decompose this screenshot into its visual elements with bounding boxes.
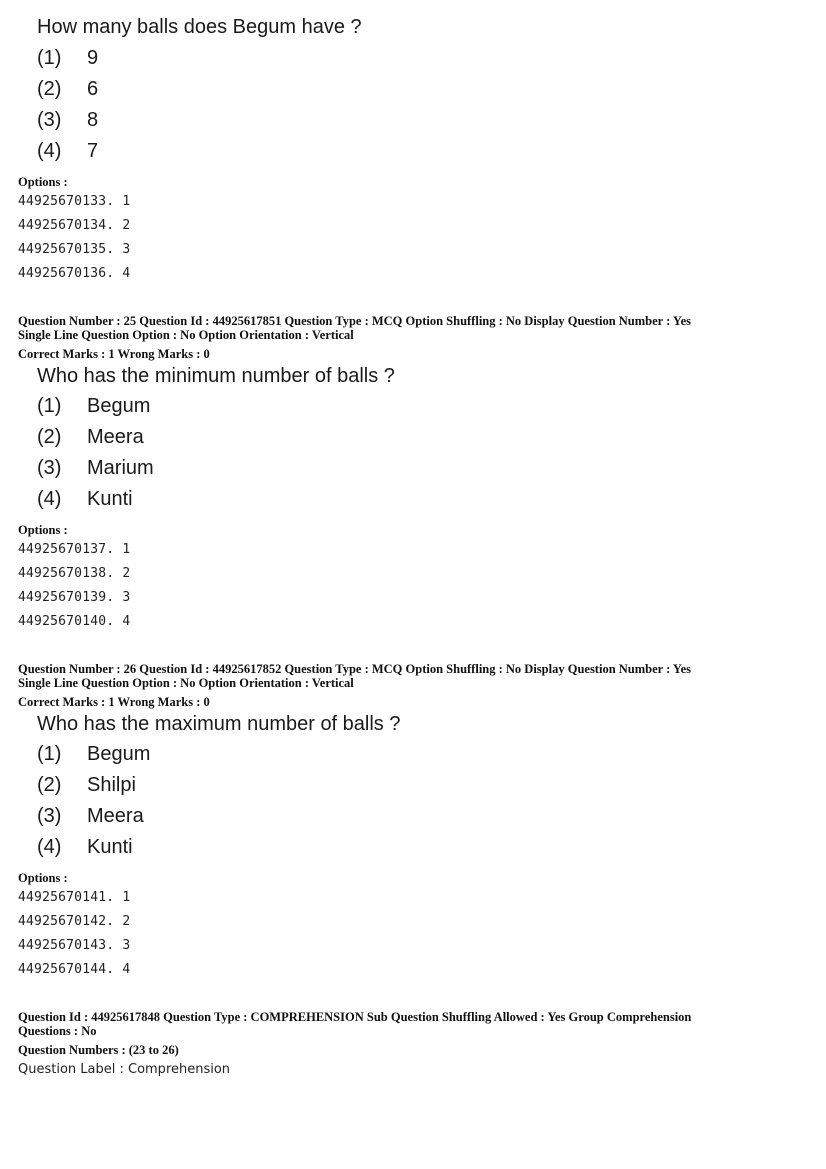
comprehension-meta-line: Questions : No <box>18 1024 97 1038</box>
option-text: Marium <box>87 457 154 479</box>
option-text: Kunti <box>87 836 133 858</box>
option-text: Meera <box>87 805 144 827</box>
option-number: (3) <box>37 457 62 479</box>
option-id: 44925670142. 2 <box>18 914 131 929</box>
option-text: Begum <box>87 395 151 417</box>
option-number: (1) <box>37 395 62 417</box>
option-3 <box>37 109 98 132</box>
option-text: Begum <box>87 743 151 765</box>
comprehension-meta-line: Question Id : 44925617848 Question Type : COMPREHENSION Sub Question Shuffling Allowed : Yes Group Comprehension <box>18 1010 692 1024</box>
option-number: (4) <box>37 140 62 162</box>
question-text: How many balls does Begum have ? <box>37 16 362 38</box>
question-meta <box>18 314 808 342</box>
option-id: 44925670144. 4 <box>18 962 131 977</box>
question-numbers: Question Numbers : (23 to 26) <box>18 1043 179 1057</box>
option-2 <box>37 774 136 797</box>
option-number: (3) <box>37 109 62 131</box>
option-id: 44925670141. 1 <box>18 890 131 905</box>
option-3 <box>37 457 154 480</box>
option-1 <box>37 47 98 70</box>
option-4 <box>37 488 133 511</box>
option-number: (2) <box>37 774 62 796</box>
option-text: 9 <box>87 47 99 69</box>
option-4 <box>37 836 133 859</box>
option-4 <box>37 140 98 163</box>
option-2 <box>37 426 144 449</box>
question-label: Question Label : Comprehension <box>18 1062 231 1077</box>
question-text: Who has the minimum number of balls ? <box>37 365 395 387</box>
option-text: Shilpi <box>87 774 136 796</box>
option-id: 44925670137. 1 <box>18 542 131 557</box>
option-number: (1) <box>37 47 62 69</box>
question-meta <box>18 662 808 690</box>
option-number: (3) <box>37 805 62 827</box>
comprehension-meta <box>18 1010 808 1038</box>
question-meta-line: Single Line Question Option : No Option Orientation : Vertical <box>18 328 354 342</box>
option-id: 44925670138. 2 <box>18 566 131 581</box>
option-number: (4) <box>37 488 62 510</box>
options-label: Options : <box>18 523 68 537</box>
option-text: Kunti <box>87 488 133 510</box>
option-3 <box>37 805 144 828</box>
question-text: Who has the maximum number of balls ? <box>37 713 401 735</box>
options-label: Options : <box>18 175 68 189</box>
option-id: 44925670134. 2 <box>18 218 131 233</box>
option-id: 44925670143. 3 <box>18 938 131 953</box>
option-id: 44925670140. 4 <box>18 614 131 629</box>
option-text: 8 <box>87 109 99 131</box>
marks-info: Correct Marks : 1 Wrong Marks : 0 <box>18 695 210 709</box>
option-number: (4) <box>37 836 62 858</box>
options-label: Options : <box>18 871 68 885</box>
question-meta-line: Single Line Question Option : No Option Orientation : Vertical <box>18 676 354 690</box>
option-number: (2) <box>37 78 62 100</box>
option-1 <box>37 743 150 766</box>
option-text: 6 <box>87 78 99 100</box>
option-2 <box>37 78 98 101</box>
option-id: 44925670135. 3 <box>18 242 131 257</box>
option-id: 44925670136. 4 <box>18 266 131 281</box>
option-1 <box>37 395 150 418</box>
option-text: 7 <box>87 140 99 162</box>
option-number: (1) <box>37 743 62 765</box>
question-meta-line: Question Number : 25 Question Id : 44925617851 Question Type : MCQ Option Shuffling : No Display Question Number : Yes <box>18 314 691 328</box>
marks-info: Correct Marks : 1 Wrong Marks : 0 <box>18 347 210 361</box>
option-id: 44925670133. 1 <box>18 194 131 209</box>
option-text: Meera <box>87 426 144 448</box>
option-id: 44925670139. 3 <box>18 590 131 605</box>
option-number: (2) <box>37 426 62 448</box>
question-meta-line: Question Number : 26 Question Id : 44925617852 Question Type : MCQ Option Shuffling : No Display Question Number : Yes <box>18 662 691 676</box>
